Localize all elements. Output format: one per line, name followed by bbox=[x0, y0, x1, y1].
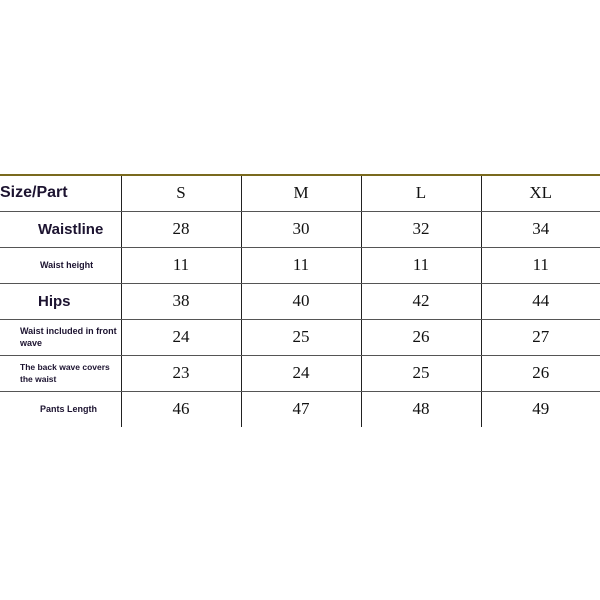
table-cell: 11 bbox=[121, 247, 241, 283]
table-cell: 30 bbox=[241, 211, 361, 247]
table-cell: 40 bbox=[241, 283, 361, 319]
table-row bbox=[0, 355, 600, 391]
size-header-m: M bbox=[241, 175, 361, 211]
table-cell: 42 bbox=[361, 283, 481, 319]
part-label: Waistline bbox=[0, 211, 121, 247]
table-cell: 49 bbox=[481, 391, 600, 427]
corner-label: Size/Part bbox=[0, 175, 121, 211]
part-label: Waist included in front wave bbox=[0, 319, 121, 355]
table-cell: 44 bbox=[481, 283, 600, 319]
table-cell: 11 bbox=[361, 247, 481, 283]
table-cell: 24 bbox=[241, 355, 361, 391]
table-cell: 25 bbox=[361, 355, 481, 391]
table-cell: 24 bbox=[121, 319, 241, 355]
size-header-s: S bbox=[121, 175, 241, 211]
table-cell: 23 bbox=[121, 355, 241, 391]
table-cell: 26 bbox=[481, 355, 600, 391]
table-cell: 32 bbox=[361, 211, 481, 247]
table-cell: 11 bbox=[241, 247, 361, 283]
header-row bbox=[0, 175, 600, 211]
table-cell: 27 bbox=[481, 319, 600, 355]
table-cell: 28 bbox=[121, 211, 241, 247]
table-row bbox=[0, 247, 600, 283]
part-label: Hips bbox=[0, 283, 121, 319]
part-label: The back wave covers the waist bbox=[0, 355, 121, 391]
table-row bbox=[0, 391, 600, 427]
table-cell: 25 bbox=[241, 319, 361, 355]
table-cell: 11 bbox=[481, 247, 600, 283]
part-label: Waist height bbox=[0, 247, 121, 283]
table-cell: 48 bbox=[361, 391, 481, 427]
table-row bbox=[0, 319, 600, 355]
size-header-xl: XL bbox=[481, 175, 600, 211]
size-header-l: L bbox=[361, 175, 481, 211]
table-row bbox=[0, 211, 600, 247]
table-cell: 38 bbox=[121, 283, 241, 319]
size-chart-table bbox=[0, 174, 600, 427]
table-cell: 34 bbox=[481, 211, 600, 247]
table-cell: 46 bbox=[121, 391, 241, 427]
table-cell: 26 bbox=[361, 319, 481, 355]
table-cell: 47 bbox=[241, 391, 361, 427]
table-row bbox=[0, 283, 600, 319]
part-label: Pants Length bbox=[40, 404, 98, 415]
